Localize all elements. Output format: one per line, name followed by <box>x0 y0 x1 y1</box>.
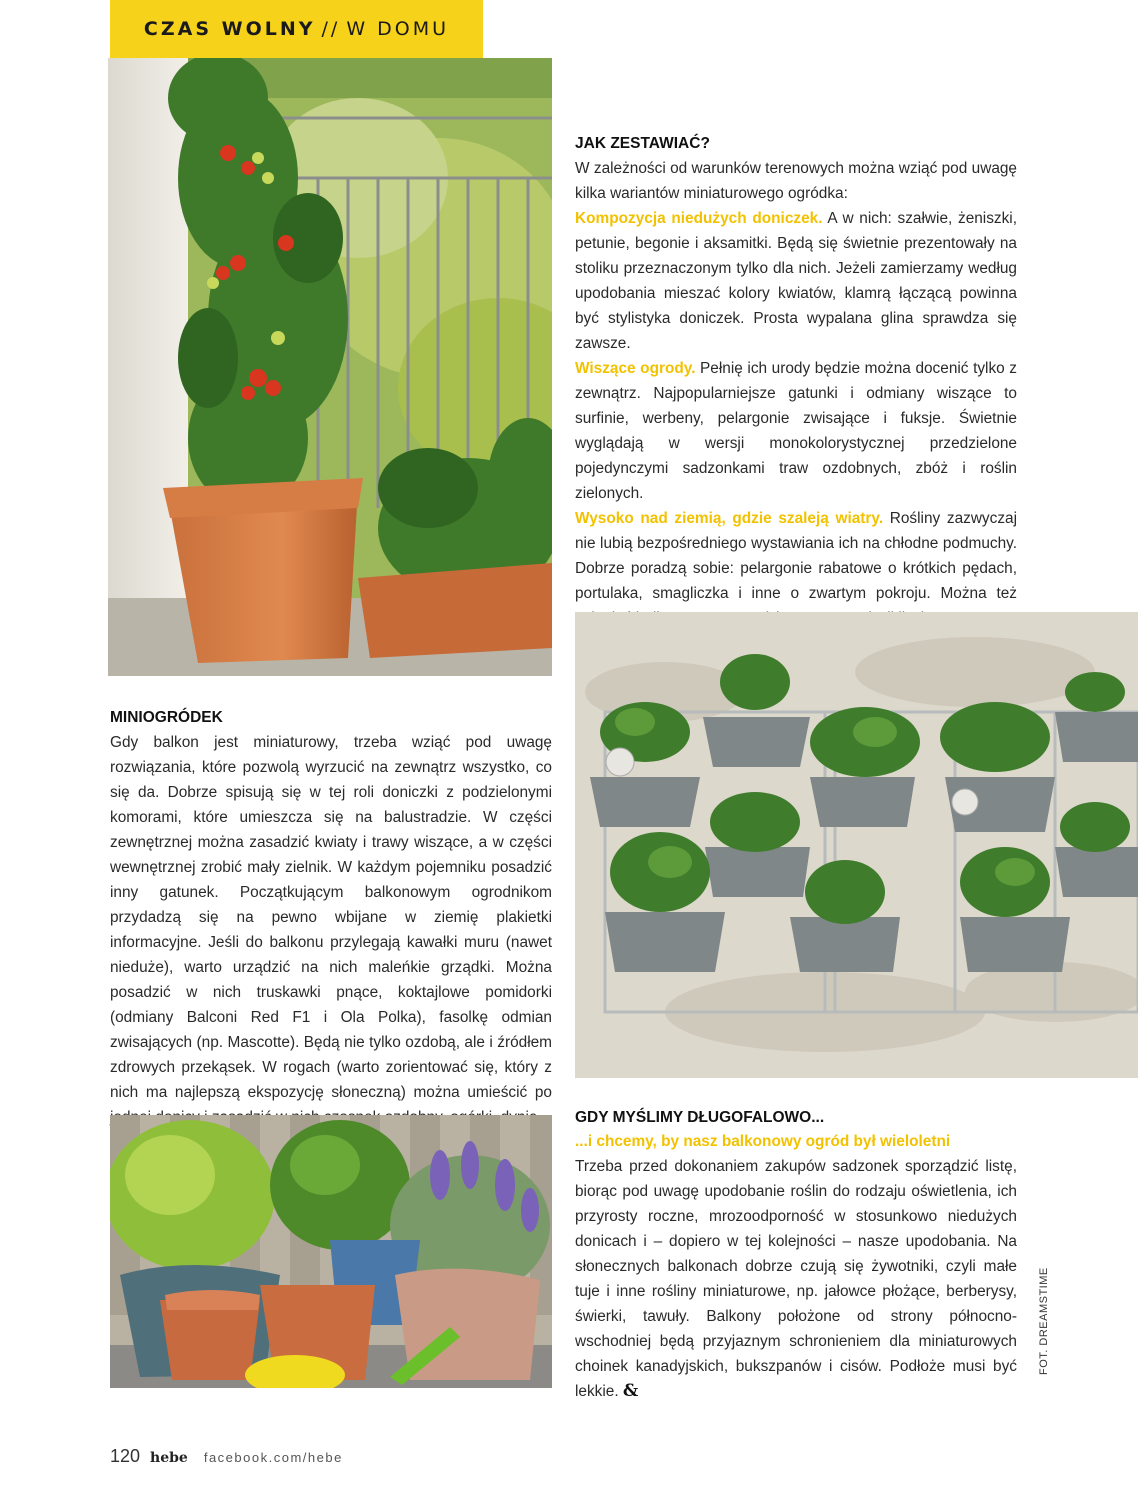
tip-lead: Wysoko nad ziemią, gdzie szaleją wiatry. <box>575 510 884 527</box>
page-footer <box>110 1446 343 1467</box>
ampersand-end-mark-icon: & <box>622 1381 639 1401</box>
article-body-text: Trzeba przed dokonaniem zakupów sadzonek sporządzić listę, biorąc pod uwagę upodobanie roślin do rodzaju oświetlenia, ich przyrosty roczne, mrozoodporność w stosunkowo niedużych donicach i – dopiero w tej kolejności – nasze upodobania. Na słonecznych balkonach dobrze czują się żywotniki, czyli małe tuje i inne rośliny miniaturowe, np. jałowce płożące, berberysy, świerki, tawuły. Balkony położone od strony północno-wschodniej będą przyjaznym schronieniem dla miniaturowych choinek kanadyjskich, bukszpanów i cisów. Podłoże musi być lekkie. <box>575 1158 1017 1400</box>
tip-text: A w nich: szałwie, żeniszki, petunie, begonie i aksamitki. Będą się świetnie prezentowały na stoliku przeznaczonym tylko dla nich. Jeżeli zamierzamy według upodobania mieszać kolory kwiatów, klamrą łączącą powinna być stylistyka doniczek. Prosta wypalana glina sprawdza się zawsze. <box>575 210 1018 352</box>
tip-lead: Kompozycja niedużych doniczek. <box>575 210 823 227</box>
right-bottom-article <box>575 1106 1017 1404</box>
section-name: CZAS WOLNY <box>143 18 316 40</box>
article-heading-miniogrodek: MINIOGRÓDEK <box>110 709 223 726</box>
section-tag <box>110 0 483 58</box>
photo-credit: FOT. DREAMSTIME <box>1038 1267 1050 1375</box>
article-body: Gdy balkon jest miniaturowy, trzeba wziąć pod uwagę rozwiązania, które pozwolą wyrzucić na zewnątrz wszystko, co się da. Dobrze spisują się w tej roli doniczki z podzielonymi komorami, które umieszcza się na balustradzie. W części zewnętrznej można zasadzić kwiaty i trawy wiszące, a w części wewnętrznej zrobić mały zielnik. W każdym pojemniku posadzić inny gatunek. Początkującym balkonowym ogrodnikom przydadzą się na pewno wbijane w ziemię plakietki informacyjne. Jeśli do balkonu przylegają kawałki muru (nawet nieduże), warto urządzić na nich maleńkie grządki. Można posadzić w nich truskawki pnące, koktajlowe pomidorki (odmiany Balconi Red F1 i Ola Polka), fasolkę odmian zwisających (np. Mascotte). Będą nie tylko ozdobą, ale i źródłem zdrowych przekąsek. W rogach (warto zorientować się, który z nich ma najlepszą ekspozycję słoneczną) można umieścić po <box>110 734 552 1101</box>
left-article <box>110 706 552 1130</box>
article-subheading: ...i chcemy, by nasz balkonowy ogród był wieloletni <box>575 1133 951 1150</box>
tomato-balcony-photo <box>108 58 552 676</box>
article-heading-dlugofalowo: GDY MYŚLIMY DŁUGOFALOWO... <box>575 1109 825 1126</box>
section-separator: // <box>321 18 341 40</box>
article-heading-jak-zestawiac: JAK ZESTAWIAĆ? <box>575 135 710 152</box>
article-intro: W zależności od warunków terenowych można wziąć pod uwagę kilka wariantów miniaturowego ogródka: <box>575 160 1017 202</box>
tip-paragraph <box>575 356 1017 506</box>
tip-text: Pełnię ich urody będzie można docenić tylko z zewnątrz. Najpopularniejsze gatunki i odmiany wiszące to surfinie, werbeny, pelargonie zwisające i fuksje. Świetnie wyglądają w wersji monokolorystycznej przedzielone pojedynczymi sadzonkami traw ozdobnych, zbóż i roślin zielonych. <box>575 360 1017 502</box>
tip-paragraph <box>575 206 1017 356</box>
right-top-article <box>575 132 1017 631</box>
brand-logo: hebe <box>150 1450 188 1466</box>
article-body <box>575 1154 1017 1404</box>
page-number: 120 <box>110 1446 141 1466</box>
subsection-name: W DOMU <box>346 18 450 40</box>
herbs-pots-photo <box>110 1115 552 1388</box>
wall-planters-photo <box>575 612 1138 1078</box>
tip-text: Rośliny zazwyczaj nie lubią bezpośredniego wystawiania ich na chłodne podmuchy. Dobrze poradzą sobie: pelargonie rabatowe o krótkich pędach, portulaka, smagliczka i inne o zwartym pokroju. Można też <box>575 510 1017 602</box>
tip-lead: Wiszące ogrody. <box>575 360 696 377</box>
facebook-link[interactable]: facebook.com/hebe <box>203 1450 343 1465</box>
